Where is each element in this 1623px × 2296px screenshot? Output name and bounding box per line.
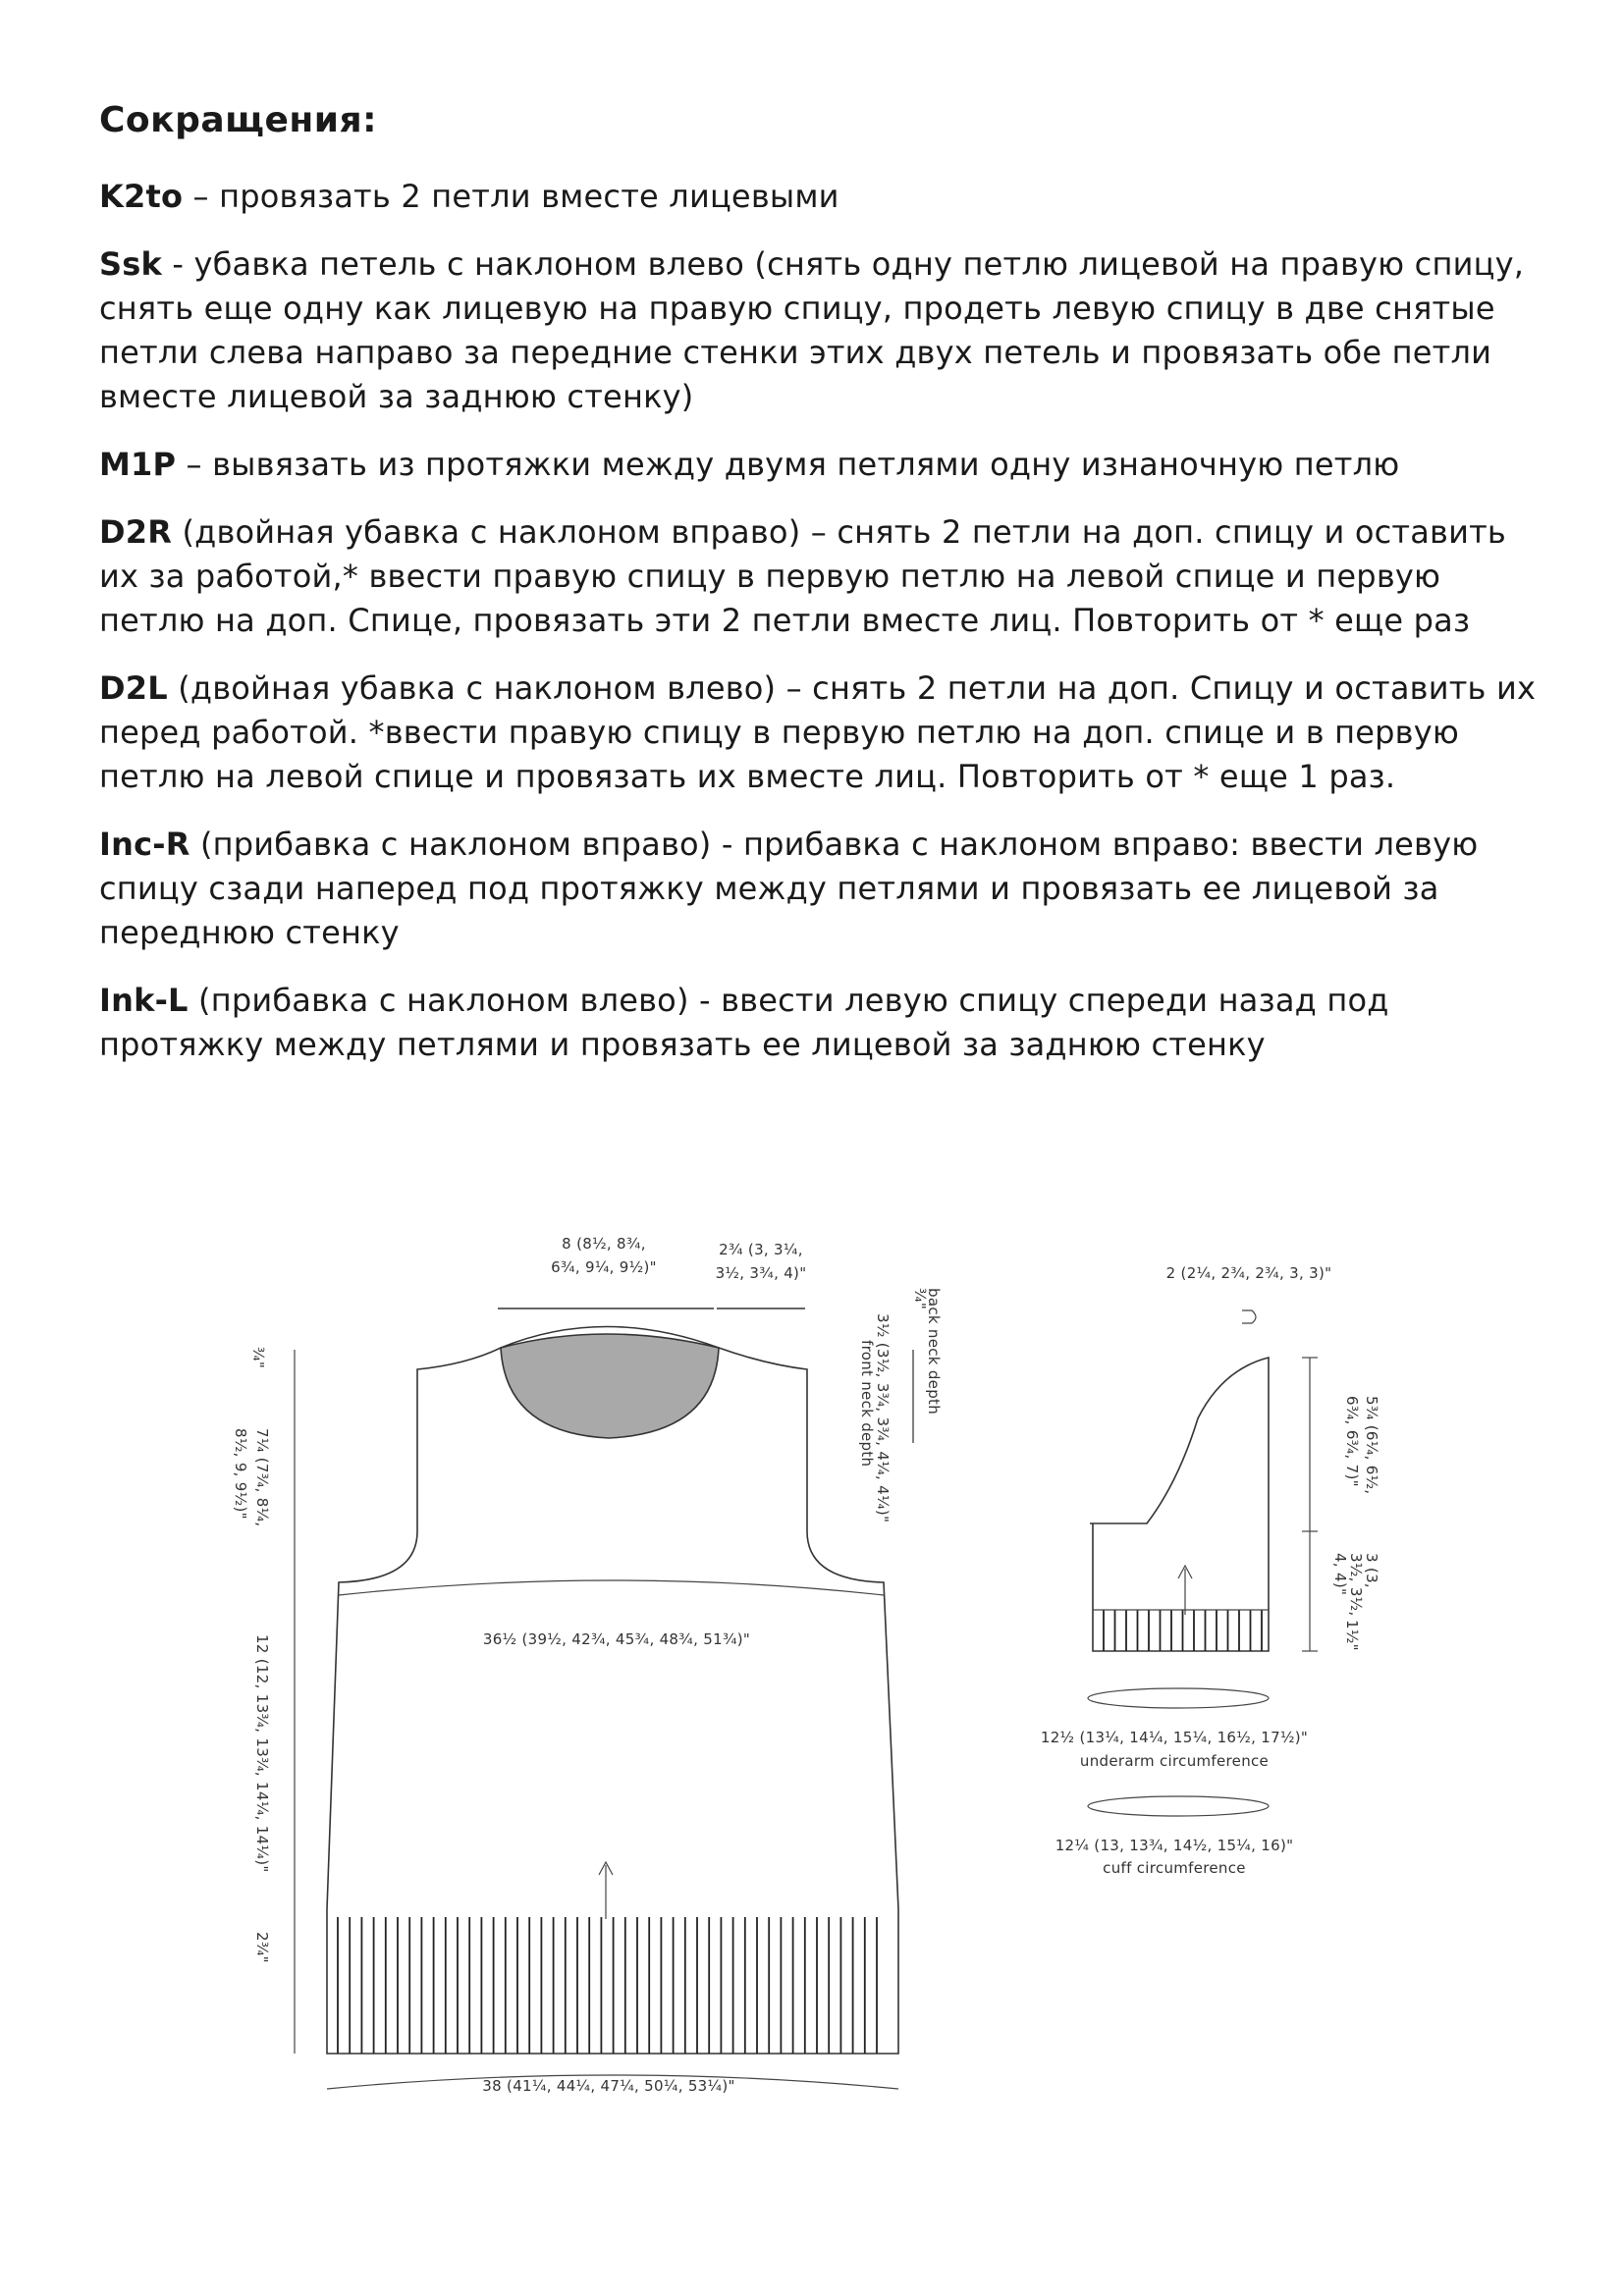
sleeve-top-width-label: 2 (2¼, 2¾, 2¾, 3, 3)": [1165, 1264, 1332, 1282]
abbreviation-term: K2to: [99, 178, 184, 215]
shoulder-label-2: 3½, 3¾, 4)": [715, 1264, 807, 1282]
arrow-up-icon: [1178, 1566, 1192, 1615]
front-neck-label: 3½ (3½, 3¾, 3¾, 4¼, 4¼)": [874, 1313, 892, 1523]
sleeve-schematic: [1041, 1264, 1380, 1877]
sleeve-length-label-3: 4, 4)": [1331, 1553, 1349, 1596]
abbreviation-definition: – провязать 2 петли вместе лицевыми: [183, 178, 839, 215]
back-neck-label: ¾": [911, 1288, 929, 1310]
arrow-up-icon: [599, 1862, 613, 1919]
sleeve-length-label: 3 (3,: [1363, 1553, 1380, 1588]
sleeve-ribbing: [1104, 1610, 1262, 1651]
sleeve-cap-label: 5¾ (6¼, 6½,: [1363, 1396, 1380, 1495]
sleeve-cap-label-2: 6¾, 6¾, 7)": [1343, 1396, 1361, 1487]
sleeve-length-label-2: 3½, 3½,: [1347, 1553, 1365, 1617]
neck-width-label-2: 6¾, 9¼, 9½)": [551, 1258, 657, 1276]
abbreviation-term: D2L: [99, 669, 168, 707]
hem-label: 38 (41¼, 44¼, 47¼, 50¼, 53¼)": [482, 2077, 735, 2095]
abbreviation-term: Ssk: [99, 245, 162, 283]
abbreviation-term: M1P: [99, 446, 177, 483]
abbreviation-definition: – вывязать из протяжки между двумя петлями одну изнаночную петлю: [176, 446, 1400, 483]
body-schematic: [232, 1235, 943, 2095]
cuff-rib-label: 1½": [1343, 1620, 1361, 1651]
abbreviation-term: Ink-L: [99, 982, 189, 1019]
abbreviation-term: Inc-R: [99, 826, 190, 863]
back-neck-caption: back neck depth: [925, 1288, 943, 1415]
abbreviation-definition: - убавка петель с наклоном влево (снять одну петлю лицевой на правую спицу, снять еще одну как лицевую на правую спицу, продеть левую спицу в две снятые петли слева направо за передние стенки этих двух петель и провязать обе петли вместе лицевой за заднюю стенку): [99, 245, 1525, 415]
abbreviation-term: D2R: [99, 513, 173, 551]
page-title: Сокращения:: [99, 100, 377, 140]
rib-length-label: 2¾": [253, 1932, 271, 1963]
cuff-ellipse: [1088, 1796, 1269, 1816]
abbreviation-definition: (двойная убавка с наклоном вправо) – снять 2 петли на доп. спицу и оставить их за работой,* ввести правую спицу в первую петлю на левой спице и первую петлю на доп. Спице, провязать эти 2 петли вместе лиц. Повторить от * еще раз: [99, 513, 1506, 639]
front-neck-caption: front neck depth: [858, 1340, 876, 1468]
abbreviation-definition: (двойная убавка с наклоном влево) – снять 2 петли на доп. Спицу и оставить их перед работой. *ввести правую спицу в первую петлю на доп. спице и в первую петлю на левой спице и провязать их вместе лиц. Повторить от * еще 1 раз.: [99, 669, 1537, 795]
abbreviation-definition: (прибавка с наклоном влево) - ввести левую спицу спереди назад под протяжку между петлями и провязать ее лицевой за заднюю стенку: [99, 982, 1389, 1063]
cuff-label: 12¼ (13, 13¾, 14½, 15¼, 16)": [1055, 1837, 1294, 1854]
underarm-ellipse: [1088, 1688, 1269, 1708]
abbreviation-definition: (прибавка с наклоном вправо) - прибавка с наклоном вправо: ввести левую спицу сзади наперед под протяжку между петлями и провязать ее лицевой за переднюю стенку: [99, 826, 1479, 951]
sleeve-top-marker: [1242, 1310, 1256, 1323]
body-length-label: 12 (12, 13¾, 13¾, 14¼, 14¼)": [253, 1634, 271, 1873]
underarm-label: 12½ (13¼, 14¼, 15¼, 16½, 17½)": [1040, 1729, 1309, 1746]
armhole-label: 7¼ (7¾, 8¼,: [253, 1428, 271, 1527]
body-ribbing: [338, 1917, 877, 2054]
neck-shaded-area: [501, 1334, 719, 1438]
top-left-label: ¾": [249, 1347, 267, 1369]
shoulder-label: 2¾ (3, 3¼,: [719, 1241, 803, 1258]
sleeve-outline: [1090, 1358, 1269, 1651]
chest-label: 36½ (39½, 42¾, 45¾, 48¾, 51¾)": [482, 1630, 751, 1648]
cuff-caption: cuff circumference: [1103, 1859, 1246, 1877]
armhole-label-2: 8½, 9, 9½)": [232, 1428, 249, 1520]
underarm-caption: underarm circumference: [1079, 1752, 1270, 1770]
neck-width-label: 8 (8½, 8¾,: [562, 1235, 646, 1253]
chest-line: [339, 1580, 884, 1595]
